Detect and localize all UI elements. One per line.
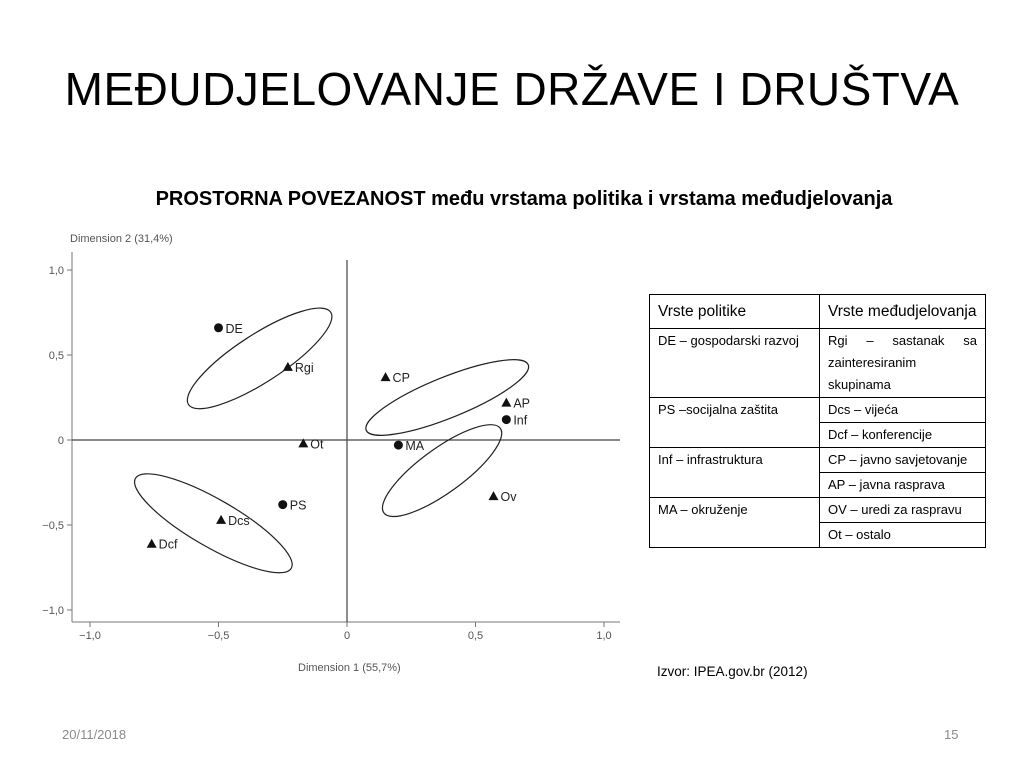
- y-axis-title: Dimension 2 (31,4%): [70, 233, 173, 245]
- y-tick-label: 0: [57, 435, 64, 447]
- x-axis-title: Dimension 1 (55,7%): [298, 662, 401, 674]
- slide-title: MEĐUDJELOVANJE DRŽAVE I DRUŠTVA: [64, 63, 960, 115]
- data-point-label: PS: [289, 498, 307, 513]
- data-point-circle: [278, 500, 287, 509]
- correspondence-scatter-chart: [0, 220, 640, 680]
- policy-cell: MA – okruženje: [650, 498, 820, 548]
- data-point-circle: [502, 415, 511, 424]
- data-point-label: Dcs: [228, 513, 250, 528]
- slide-number: 15: [944, 727, 959, 742]
- y-tick-label: 0,5: [48, 350, 64, 362]
- y-tick-label: −0,5: [42, 520, 64, 532]
- data-point-label: CP: [392, 371, 410, 386]
- data-point-label: Ov: [500, 490, 517, 505]
- x-tick-label: −1,0: [79, 630, 101, 642]
- data-point-label: AP: [513, 396, 531, 411]
- data-point-triangle: [381, 372, 391, 381]
- policy-cell: PS –socijalna zaštita: [650, 398, 820, 448]
- x-tick-label: −0,5: [207, 630, 230, 642]
- footer-date: 20/11/2018: [62, 727, 127, 742]
- interaction-cell: Dcf – konferencije: [820, 423, 986, 448]
- data-point-label: Ot: [310, 437, 324, 452]
- cluster-ellipse: [359, 346, 536, 449]
- data-point-triangle: [216, 515, 226, 524]
- data-point-label: DE: [225, 321, 243, 336]
- legend-row: [650, 329, 986, 398]
- legend-row: [650, 498, 986, 523]
- data-point-triangle: [283, 362, 293, 371]
- legend-header-row: [650, 295, 986, 329]
- source-note: Izvor: IPEA.gov.br (2012): [657, 664, 808, 679]
- x-tick-label: 1,0: [596, 630, 612, 642]
- x-tick-label: 0: [343, 630, 351, 642]
- interaction-cell: Ot – ostalo: [820, 523, 986, 548]
- data-point-label: Rgi: [294, 360, 314, 375]
- cluster-ellipse: [124, 458, 304, 589]
- interaction-cell: CP – javno savjetovanje: [820, 448, 986, 473]
- legend-row: [650, 448, 986, 473]
- data-point-label: Inf: [513, 413, 528, 428]
- interaction-cell: Dcs – vijeća: [820, 398, 986, 423]
- legend-table: [649, 294, 986, 548]
- cluster-ellipse: [371, 410, 513, 530]
- legend-row: [650, 398, 986, 423]
- data-point-triangle: [501, 398, 511, 407]
- header-policy-types: Vrste politike: [650, 295, 820, 329]
- data-point-circle: [214, 323, 223, 332]
- header-interaction-types: Vrste međudjelovanja: [820, 295, 986, 329]
- policy-cell: Inf – infrastruktura: [650, 448, 820, 498]
- data-point-triangle: [488, 491, 498, 500]
- data-point-circle: [394, 441, 403, 450]
- data-point-triangle: [147, 539, 157, 548]
- cluster-ellipse: [176, 292, 344, 424]
- interaction-cell: AP – javna rasprava: [820, 473, 986, 498]
- y-tick-label: −1,0: [42, 605, 64, 617]
- x-tick-label: 0,5: [467, 630, 484, 642]
- interaction-cell: OV – uredi za raspravu: [820, 498, 986, 523]
- slide-subtitle: PROSTORNA POVEZANOST među vrstama politika i vrstama međudjelovanja: [155, 188, 893, 210]
- interaction-cell: Rgi – sastanak sa zainteresiranim skupinama: [820, 329, 986, 398]
- y-tick-label: 1,0: [48, 265, 64, 277]
- policy-cell: DE – gospodarski razvoj: [650, 329, 820, 398]
- data-point-label: Dcf: [158, 537, 178, 552]
- data-point-label: MA: [405, 439, 425, 454]
